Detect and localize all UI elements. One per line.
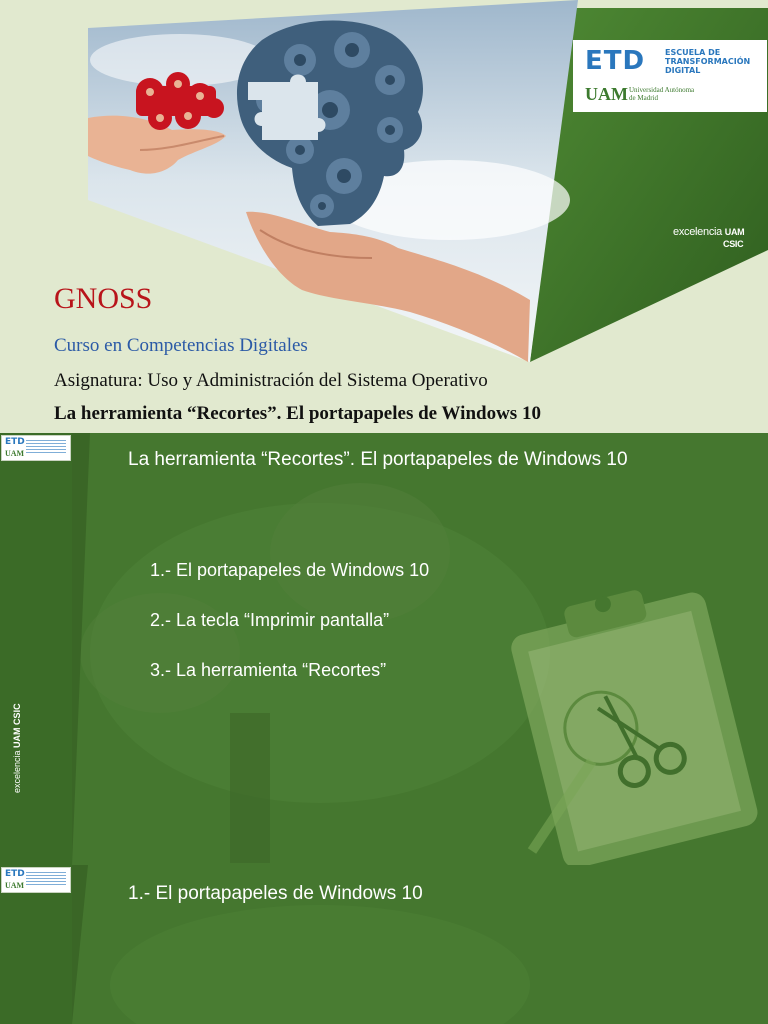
topic-title: La herramienta “Recortes”. El portapapeles de Windows 10 bbox=[54, 403, 541, 424]
mini-logo-text-lines bbox=[26, 872, 66, 886]
etd-school-name bbox=[665, 48, 761, 75]
vertical-excelencia-logo bbox=[12, 703, 22, 793]
section-slide bbox=[0, 865, 768, 1024]
vertical-excelencia-uam: UAM bbox=[12, 727, 22, 748]
mini-etd-mark: ETD bbox=[5, 869, 25, 879]
mini-etd-logo bbox=[1, 435, 71, 461]
sidebar-strip bbox=[0, 433, 72, 865]
vertical-excelencia-word: excelencia bbox=[12, 750, 22, 793]
excelencia-csic: CSIC bbox=[723, 239, 744, 249]
mini-logo-text-lines bbox=[26, 440, 66, 454]
clipboard-scissors-icon bbox=[492, 571, 768, 865]
index-slide bbox=[0, 433, 768, 865]
uam-line-2: de Madrid bbox=[629, 94, 658, 102]
excelencia-logo bbox=[673, 226, 744, 250]
list-item: 2.- La tecla “Imprimir pantalla” bbox=[150, 610, 390, 630]
mini-etd-mark: ETD bbox=[5, 437, 25, 447]
index-heading: La herramienta “Recortes”. El portapapeles de Windows 10 bbox=[128, 449, 628, 470]
sidebar-strip bbox=[0, 865, 72, 1024]
title-slide bbox=[0, 0, 768, 433]
index-list bbox=[150, 559, 429, 709]
uam-university-name bbox=[629, 86, 694, 102]
course-name: Curso en Competencias Digitales bbox=[54, 335, 308, 356]
excelencia-word: excelencia bbox=[673, 226, 722, 238]
mini-uam-mark: UAM bbox=[5, 881, 25, 890]
etd-mark: ETD bbox=[585, 46, 646, 76]
list-item: 1.- El portapapeles de Windows 10 bbox=[150, 560, 430, 580]
subject-name: Asignatura: Uso y Administración del Sistema Operativo bbox=[54, 370, 488, 391]
mini-uam-mark: UAM bbox=[5, 449, 25, 458]
section-heading: 1.- El portapapeles de Windows 10 bbox=[128, 883, 423, 904]
uam-line-1: Universidad Autónoma bbox=[629, 86, 695, 94]
etd-line-1: ESCUELA DE bbox=[665, 48, 721, 57]
etd-uam-logo bbox=[573, 40, 767, 112]
vertical-excelencia-csic: CSIC bbox=[12, 703, 22, 725]
slide-title: GNOSS bbox=[54, 282, 153, 315]
uam-mark: UAM bbox=[585, 84, 628, 104]
etd-line-3: DIGITAL bbox=[665, 66, 701, 75]
etd-line-2: TRANSFORMACIÓN bbox=[665, 57, 751, 66]
list-item: 3.- La herramienta “Recortes” bbox=[150, 660, 387, 680]
mini-etd-logo bbox=[1, 867, 71, 893]
excelencia-uam: UAM bbox=[724, 227, 745, 237]
